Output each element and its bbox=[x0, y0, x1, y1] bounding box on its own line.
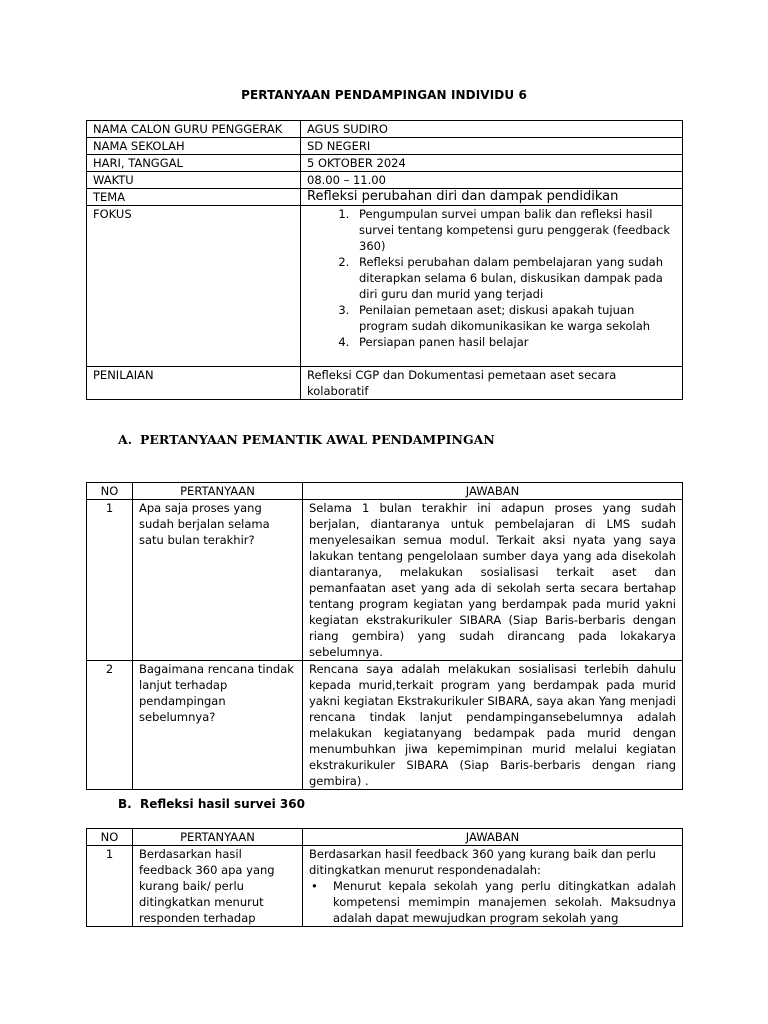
header-no: NO bbox=[87, 483, 133, 500]
row-answer: Rencana saya adalah melakukan sosialisasi terlebih dahulu kepada murid,terkait program yang berdampak pada murid yakni kegiatan Ekstrakurikuler SIBARA, saya akan Yang menjadi rencana tindak lanjut pendampingansebelumnya adalah melakukan kegiatanyang bedampak pada murid dengan menumbuhkan jiwa kepemimpinan murid melalui kegiatan ekstrakurikuler SIBARA (Siap Baris-berbaris dengan riang gembira) . bbox=[303, 661, 683, 790]
info-row-assessment bbox=[87, 367, 683, 400]
row-question: Apa saja proses yang sudah berjalan selama satu bulan terakhir? bbox=[133, 500, 303, 661]
questions-table-b bbox=[86, 828, 683, 927]
info-label: FOKUS bbox=[87, 206, 301, 367]
info-row-focus bbox=[87, 206, 683, 367]
answer-intro: Berdasarkan hasil feedback 360 yang kurang baik dan perlu ditingkatkan menurut respondenadalah: bbox=[309, 847, 656, 877]
info-row-time bbox=[87, 172, 683, 189]
row-answer: Selama 1 bulan terakhir ini adapun proses yang sudah berjalan, diantaranya untuk pembelajaran di LMS sudah menyelesaikan semua modul. Terkait aksi nyata yang saya lakukan tentang pengelolaan sumber daya yang ada disekolah diantaranya, melakukan sosialisasi terkait aset dan pemanfaatan aset yang ada di sekolah serta secara bertahap tentang program kegiatan yang berdampak pada murid yakni kegiatan ekstrakurikuler SIBARA (Siap Baris-berbaris dengan riang gembira) yang sudah dirancang pada lokakarya sebelumnya. bbox=[303, 500, 683, 661]
focus-cell bbox=[301, 206, 683, 367]
focus-list bbox=[307, 206, 676, 350]
header-question: PERTANYAAN bbox=[133, 829, 303, 846]
list-item bbox=[311, 878, 676, 926]
table-header bbox=[87, 829, 683, 846]
section-title: Refleksi hasil survei 360 bbox=[140, 797, 305, 811]
info-row-name bbox=[87, 121, 683, 138]
row-question: Berdasarkan hasil feedback 360 apa yang kurang baik/ perlu ditingkatkan menurut responden terhadap bbox=[133, 846, 303, 927]
info-value: Refleksi CGP dan Dokumentasi pemetaan aset secara kolaboratif bbox=[301, 367, 683, 400]
info-label: HARI, TANGGAL bbox=[87, 155, 301, 172]
info-value: AGUS SUDIRO bbox=[301, 121, 683, 138]
answer-bullets bbox=[309, 878, 676, 926]
info-value: 08.00 – 11.00 bbox=[301, 172, 683, 189]
info-label: WAKTU bbox=[87, 172, 301, 189]
info-label: NAMA SEKOLAH bbox=[87, 138, 301, 155]
row-answer bbox=[303, 846, 683, 927]
bullet-text: Menurut kepala sekolah yang perlu ditingkatkan adalah kompetensi memimpin manajemen sekolah. Maksudnya adalah dapat mewujudkan program sekolah yang bbox=[333, 879, 676, 925]
row-number: 1 bbox=[87, 846, 133, 927]
section-title: PERTANYAAN PEMANTIK AWAL PENDAMPINGAN bbox=[140, 432, 495, 447]
focus-item: 4. Persiapan panen hasil belajar bbox=[353, 334, 676, 350]
table-row bbox=[87, 846, 683, 927]
document-title: PERTANYAAN PENDAMPINGAN INDIVIDU 6 bbox=[241, 88, 527, 102]
header-no: NO bbox=[87, 829, 133, 846]
section-letter: A. bbox=[118, 432, 133, 447]
info-table bbox=[86, 120, 683, 400]
section-b-heading bbox=[118, 797, 305, 811]
header-question: PERTANYAAN bbox=[133, 483, 303, 500]
table-header bbox=[87, 483, 683, 500]
bullet-icon: • bbox=[311, 879, 318, 893]
info-value: 5 OKTOBER 2024 bbox=[301, 155, 683, 172]
info-row-theme bbox=[87, 189, 683, 206]
row-number: 1 bbox=[87, 500, 133, 661]
info-row-school bbox=[87, 138, 683, 155]
focus-item: 3. Penilaian pemetaan aset; diskusi apakah tujuan program sudah dikomunikasikan ke warga sekolah bbox=[353, 302, 676, 334]
questions-table-a bbox=[86, 482, 683, 790]
info-value: SD NEGERI bbox=[301, 138, 683, 155]
info-label: NAMA CALON GURU PENGGERAK bbox=[87, 121, 301, 138]
header-answer: JAWABAN bbox=[303, 483, 683, 500]
table-row bbox=[87, 500, 683, 661]
header-answer: JAWABAN bbox=[303, 829, 683, 846]
info-row-date bbox=[87, 155, 683, 172]
focus-item: 1. Pengumpulan survei umpan balik dan refleksi hasil survei tentang kompetensi guru penggerak (feedback 360) bbox=[353, 206, 676, 254]
info-label: PENILAIAN bbox=[87, 367, 301, 400]
section-letter: B. bbox=[118, 797, 132, 811]
info-value: Refleksi perubahan diri dan dampak pendidikan bbox=[301, 189, 683, 206]
section-a-heading bbox=[118, 432, 495, 447]
info-label: TEMA bbox=[87, 189, 301, 206]
table-row bbox=[87, 661, 683, 790]
row-question: Bagaimana rencana tindak lanjut terhadap pendampingan sebelumnya? bbox=[133, 661, 303, 790]
row-number: 2 bbox=[87, 661, 133, 790]
focus-item: 2. Refleksi perubahan dalam pembelajaran yang sudah diterapkan selama 6 bulan, diskusikan dampak pada diri guru dan murid yang terjadi bbox=[353, 254, 676, 302]
